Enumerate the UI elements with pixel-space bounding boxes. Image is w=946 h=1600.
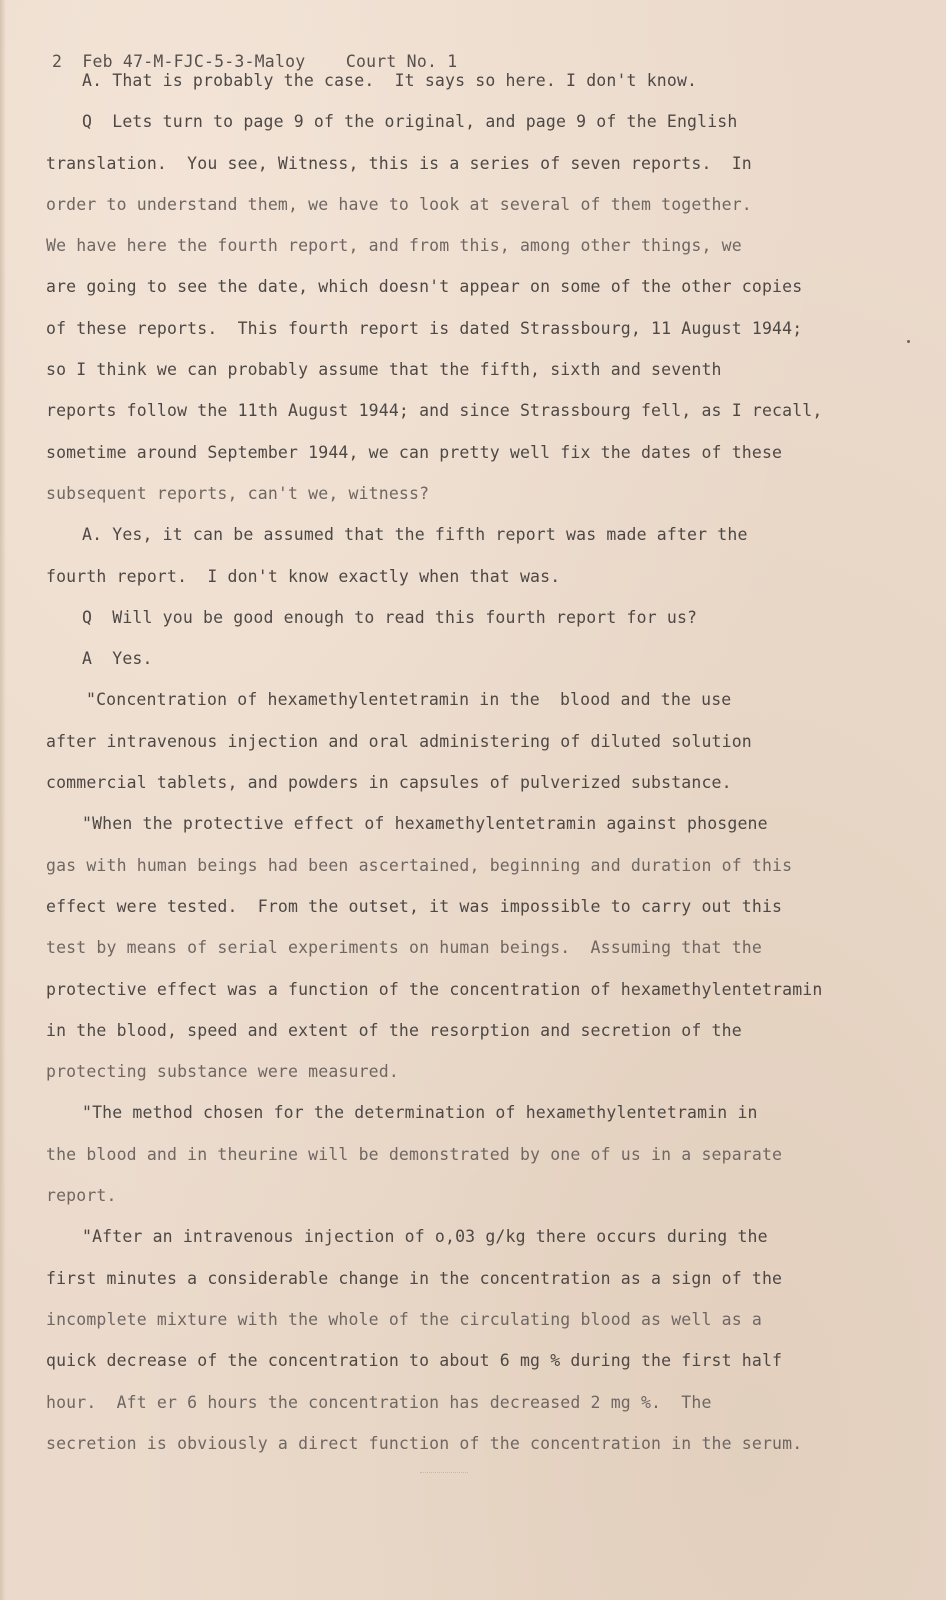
transcript-line: in the blood, speed and extent of the resorption and secretion of the: [46, 1020, 742, 1040]
transcript-line: order to understand them, we have to look at several of them together.: [46, 194, 752, 214]
transcript-line: incomplete mixture with the whole of the circulating blood as well as a: [46, 1309, 762, 1329]
transcript-line: "After an intravenous injection of o,03 g/kg there occurs during the: [82, 1227, 768, 1247]
transcript-line: "The method chosen for the determination of hexamethylentetramin in: [82, 1103, 758, 1123]
transcript-line: A Yes.: [82, 649, 153, 669]
transcript-line: Q Will you be good enough to read this fourth report for us?: [82, 607, 698, 627]
transcript-line: subsequent reports, can't we, witness?: [46, 483, 430, 503]
transcript-line: report.: [46, 1186, 117, 1206]
transcript-line: quick decrease of the concentration to about 6 mg % during the first half: [46, 1351, 783, 1371]
transcript-line: reports follow the 11th August 1944; and since Strassbourg fell, as I recall,: [46, 401, 823, 421]
transcript-line: translation. You see, Witness, this is a series of seven reports. In: [46, 153, 752, 173]
margin-dot: [907, 340, 910, 343]
transcript-line: A. Yes, it can be assumed that the fifth report was made after the: [82, 525, 748, 545]
transcript-body: [46, 72, 876, 1476]
transcript-line: "Concentration of hexamethylentetramin in the blood and the use: [86, 690, 732, 710]
transcript-line: so I think we can probably assume that the fifth, sixth and seventh: [46, 360, 722, 380]
transcript-line: of these reports. This fourth report is dated Strassbourg, 11 August 1944;: [46, 318, 803, 338]
transcript-line: first minutes a considerable change in the concentration as a sign of the: [46, 1268, 783, 1288]
page-left-edge: [0, 0, 6, 1600]
transcript-line: after intravenous injection and oral administering of diluted solution: [46, 731, 752, 751]
transcript-line: A. That is probably the case. It says so here. I don't know.: [82, 71, 698, 90]
transcript-line: "When the protective effect of hexamethylentetramin against phosgene: [82, 814, 768, 834]
transcript-line: the blood and in theurine will be demonstrated by one of us in a separate: [46, 1144, 783, 1164]
transcript-line: sometime around September 1944, we can pretty well fix the dates of these: [46, 442, 783, 462]
transcript-line: Q Lets turn to page 9 of the original, and page 9 of the English: [82, 112, 738, 132]
transcript-line: protecting substance were measured.: [46, 1062, 399, 1082]
transcript-line: We have here the fourth report, and from this, among other things, we: [46, 236, 742, 256]
transcript-line: protective effect was a function of the concentration of hexamethylentetramin: [46, 979, 823, 999]
transcript-line: gas with human beings had been ascertained, beginning and duration of this: [46, 855, 793, 875]
folio-smudge: [420, 1464, 468, 1473]
transcript-line: effect were tested. From the outset, it was impossible to carry out this: [46, 896, 783, 916]
transcript-line: fourth report. I don't know exactly when that was.: [46, 566, 561, 586]
transcript-line: test by means of serial experiments on human beings. Assuming that the: [46, 938, 762, 958]
transcript-line: secretion is obviously a direct function of the concentration in the serum.: [46, 1433, 803, 1453]
transcript-line: are going to see the date, which doesn't appear on some of the other copies: [46, 277, 803, 297]
transcript-line: hour. Aft er 6 hours the concentration has decreased 2 mg %. The: [46, 1392, 712, 1412]
transcript-line: commercial tablets, and powders in capsules of pulverized substance.: [46, 773, 732, 793]
page-header: 2 Feb 47-M-FJC-5-3-Maloy Court No. 1: [52, 52, 458, 71]
